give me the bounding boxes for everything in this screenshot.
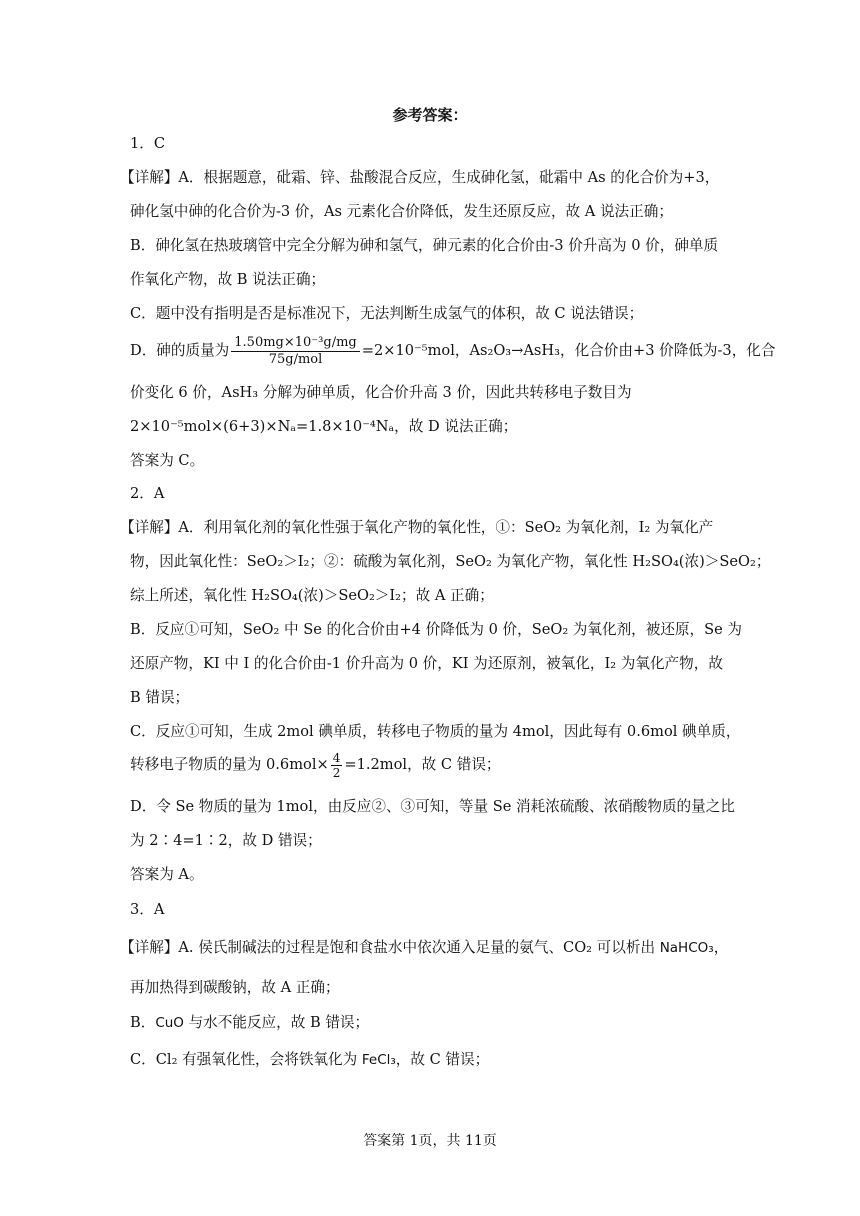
q2-line-5: 还原产物，KI 中 I 的化合价由-1 价升高为 0 价，KI 为还原剂，被氧化，I₂ 为氧化产物，故 [130,655,723,672]
ratio-fraction-denominator: 2 [332,765,341,780]
q1-line-2: 砷化氢中砷的化合价为-3 价，As 元素化合价降低，发生还原反应，故 A 说法正确； [130,203,673,220]
q2-c-prefix: 转移电子物质的量为 0.6mol× [130,756,329,773]
q3-number: 3．A [130,901,165,918]
q2-number: 2．A [130,485,165,502]
q1-d-prefix: D．砷的质量为 [130,342,230,359]
q3-l1-suffix: ， [713,939,729,956]
mass-fraction-denominator: 75g/mol [268,351,323,367]
q3-line-3 [130,1013,369,1033]
q1-line-4: 作氧化产物，故 B 说法正确； [130,271,326,288]
q3-l4-suffix: ，故 C 错误； [395,1051,490,1068]
ratio-fraction [331,751,343,780]
q1-d-suffix: =2×10⁻⁵mol，As₂O₃→AsH₃，化合价由+3 价降低为-3，化合 [361,342,776,359]
q1-answer: 答案为 C。 [130,452,205,469]
q3-l3-suffix: 与水不能反应，故 B 错误； [183,1014,370,1031]
page-title: 参考答案： [392,106,468,124]
mass-fraction-numerator: 1.50mg×10⁻³g/mg [231,335,359,352]
q1-number: 1．C [130,135,166,152]
q2-line-6: B 错误； [130,689,190,706]
q2-c-suffix: =1.2mol，故 C 错误； [344,756,501,773]
q3-line-1 [120,938,728,958]
q1-line-3: B．砷化氢在热玻璃管中完全分解为砷和氢气，砷元素的化合价由-3 价升高为 0 价，砷单质 [130,237,719,254]
q2-line-9: D．令 Se 物质的量为 1mol，由反应②、③可知，等量 Se 消耗浓硫酸、浓硝酸物质的量之比 [130,798,735,815]
q1-line-7: 价变化 6 价，AsH₃ 分解为砷单质，化合价升高 3 价，因此共转移电子数目为 [130,384,632,401]
q3-l4-prefix: C．Cl₂ 有强氧化性，会将铁氧化为 [130,1051,362,1068]
q3-l1-prefix: 【详解】A. 侯氏制碱法的过程是饱和食盐水中依次通入足量的氨气、CO₂ 可以析出 [120,939,660,956]
q1-line-8: 2×10⁻⁵mol×(6+3)×Nₐ=1.8×10⁻⁴Nₐ，故 D 说法正确； [130,418,518,435]
q2-line-1: 【详解】A．利用氧化剂的氧化性强于氧化产物的氧化性，①：SeO₂ 为氧化剂，I₂ 为氧化产 [120,519,714,536]
q2-line-3: 综上所述，氧化性 H₂SO₄(浓)＞SeO₂＞I₂；故 A 正确； [130,587,494,604]
q2-line-4: B．反应①可知，SeO₂ 中 Se 的化合价由+4 价降低为 0 价，SeO₂ 为氧化剂，被还原，Se 为 [130,621,743,638]
page-footer: 答案第 1页，共 11页 [363,1133,497,1149]
q2-line-10: 为 2∶4=1∶2，故 D 错误； [130,832,322,849]
q3-line-2: 再加热得到碳酸钠，故 A 正确； [130,979,340,996]
formula-nahco3: NaHCO₃ [659,940,714,956]
ratio-fraction-numerator: 4 [332,750,341,765]
q3-line-4 [130,1050,489,1070]
q3-l3-prefix: B． [130,1014,156,1031]
formula-fecl3: FeCl₃ [361,1052,396,1068]
q1-line-d [130,334,776,368]
q2-line-7: C．反应①可知，生成 2mol 碘单质，转移电子物质的量为 4mol，因此每有 0.6mol 碘单质， [130,723,741,740]
q1-line-1: 【详解】A．根据题意，砒霜、锌、盐酸混合反应，生成砷化氢，砒霜中 As 的化合价为+3， [120,169,720,186]
q2-line-c [130,748,501,782]
formula-cuo: CuO [155,1015,184,1031]
mass-fraction [231,335,359,368]
q1-line-5: C．题中没有指明是否是标准况下，无法判断生成氢气的体积，故 C 说法错误； [130,305,644,322]
q2-answer: 答案为 A。 [130,866,204,883]
q2-line-2: 物，因此氧化性：SeO₂＞I₂；②：硫酸为氧化剂，SeO₂ 为氧化产物，氧化性 H₂SO₄(浓)＞SeO₂； [130,553,771,570]
